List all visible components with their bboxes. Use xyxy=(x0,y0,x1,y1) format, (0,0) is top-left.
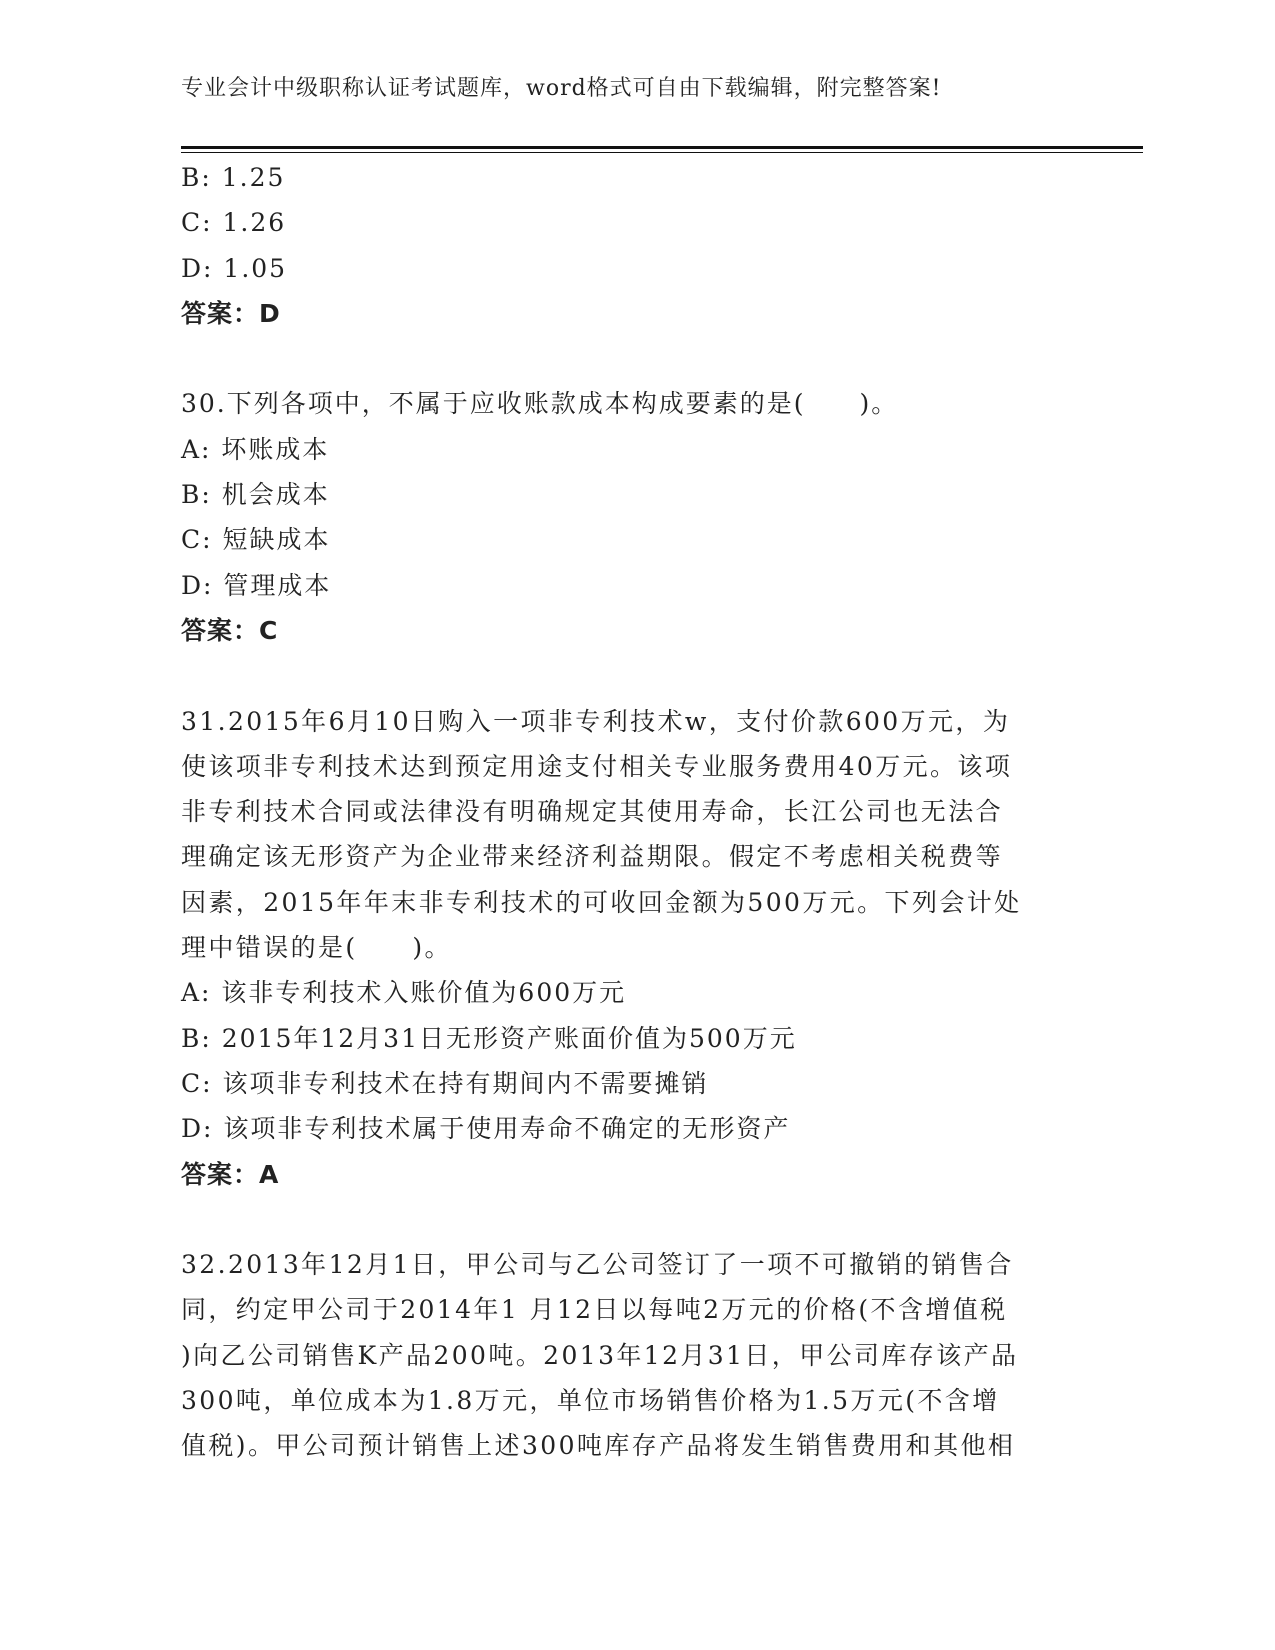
option-a: A: 坏账成本 xyxy=(181,434,330,464)
stem-line: )向乙公司销售K产品200吨。2013年12月31日，甲公司库存该产品 xyxy=(181,1340,1019,1370)
page-header: 专业会计中级职称认证考试题库，word格式可自由下载编辑，附完整答案! xyxy=(181,76,942,101)
stem-line: 300吨，单位成本为1.8万元，单位市场销售价格为1.5万元(不含增 xyxy=(181,1386,1000,1416)
spacer xyxy=(181,336,1081,381)
answer: 答案：A xyxy=(181,1159,280,1189)
question-stem xyxy=(181,699,1081,971)
spacer xyxy=(181,1197,1081,1242)
answer: 答案：C xyxy=(181,615,279,645)
option-d: D: 1.05 xyxy=(181,253,288,283)
option-b: B: 1.25 xyxy=(181,163,286,192)
option-d: D: 管理成本 xyxy=(181,570,332,600)
option-c: C: 短缺成本 xyxy=(181,525,331,555)
stem-line: 31.2015年6月10日购入一项非专利技术w，支付价款600万元，为 xyxy=(181,706,1011,736)
question-32 xyxy=(181,1242,1081,1468)
document-body xyxy=(181,155,1081,1469)
stem-line: 理确定该无形资产为企业带来经济利益期限。假定不考虑相关税费等 xyxy=(181,842,1004,872)
question-30 xyxy=(181,381,1081,653)
option-b: B: 机会成本 xyxy=(181,480,330,510)
option-a: A: 该非专利技术入账价值为600万元 xyxy=(181,978,627,1008)
option-c: C: 该项非专利技术在持有期间内不需要摊销 xyxy=(181,1068,709,1098)
question-stem xyxy=(181,1242,1081,1468)
question-31 xyxy=(181,699,1081,1197)
stem-line: 值税)。甲公司预计销售上述300吨库存产品将发生销售费用和其他相 xyxy=(181,1431,1016,1461)
header-rule-thick xyxy=(181,146,1143,149)
question-29-tail xyxy=(181,155,1081,336)
stem-line: 32.2013年12月1日，甲公司与乙公司签订了一项不可撤销的销售合 xyxy=(181,1250,1014,1280)
option-c: C: 1.26 xyxy=(181,208,287,238)
stem-line: 非专利技术合同或法律没有明确规定其使用寿命，长江公司也无法合 xyxy=(181,797,1004,827)
stem-line: 使该项非专利技术达到预定用途支付相关专业服务费用40万元。该项 xyxy=(181,751,1013,781)
option-d: D: 该项非专利技术属于使用寿命不确定的无形资产 xyxy=(181,1114,791,1144)
option-b: B: 2015年12月31日无形资产账面价值为500万元 xyxy=(181,1023,797,1053)
spacer xyxy=(181,653,1081,698)
stem-line: 理中错误的是( )。 xyxy=(181,933,452,963)
header-rule-thin xyxy=(181,152,1143,153)
stem-line: 同，约定甲公司于2014年1 月12日以每吨2万元的价格(不含增值税 xyxy=(181,1295,1008,1325)
answer: 答案：D xyxy=(181,298,281,328)
question-stem: 30.下列各项中，不属于应收账款成本构成要素的是( )。 xyxy=(181,389,899,419)
stem-line: 因素，2015年年末非专利技术的可收回金额为500万元。下列会计处 xyxy=(181,887,1022,917)
